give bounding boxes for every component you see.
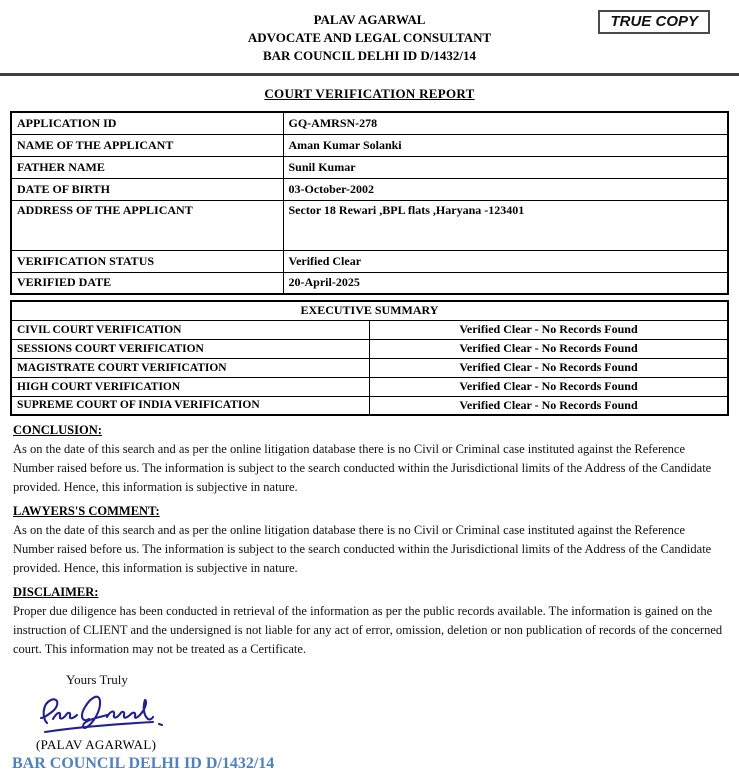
table-row xyxy=(11,358,728,377)
table-header-row xyxy=(11,301,728,320)
cell-value: Verified Clear - No Records Found xyxy=(370,320,729,339)
disclaimer-heading: DISCLAIMER: xyxy=(13,585,99,599)
advocate-name: PALAV AGARWAL xyxy=(313,12,426,27)
true-copy-stamp: TRUE COPY xyxy=(598,10,710,34)
closing-line: Yours Truly xyxy=(66,672,128,687)
lawyers-comment-heading: LAWYERS'S COMMENT: xyxy=(13,504,160,518)
report-title-wrap xyxy=(0,85,739,103)
cell-label: SESSIONS COURT VERIFICATION xyxy=(11,339,370,358)
cell-value: Aman Kumar Solanki xyxy=(283,134,728,156)
cell-value: 03-October-2002 xyxy=(283,178,728,200)
table-row xyxy=(11,200,728,250)
cell-label: CIVIL COURT VERIFICATION xyxy=(11,320,370,339)
cell-label: APPLICATION ID xyxy=(11,112,283,134)
cell-label: ADDRESS OF THE APPLICANT xyxy=(11,200,283,250)
cell-label: HIGH COURT VERIFICATION xyxy=(11,377,370,396)
letterhead-divider xyxy=(0,73,739,76)
cell-label: NAME OF THE APPLICANT xyxy=(11,134,283,156)
applicant-details-table xyxy=(10,111,729,295)
section-disclaimer xyxy=(13,583,723,659)
cell-label: VERIFIED DATE xyxy=(11,272,283,294)
handwritten-signature-icon xyxy=(33,690,183,736)
table-row xyxy=(11,134,728,156)
cell-value: Verified Clear - No Records Found xyxy=(370,358,729,377)
table-row xyxy=(11,339,728,358)
section-conclusion xyxy=(13,421,723,497)
table-row xyxy=(11,320,728,339)
cell-label: VERIFICATION STATUS xyxy=(11,250,283,272)
lawyers-comment-body: As on the date of this search and as per the online litigation database there is no Civil or Criminal case instituted against the Reference Number raised before us. The information is subject to the search conducted within the Jurisdictional limits of the Address of the Candidate provided. Hence, this information is subjective in nature. xyxy=(13,523,712,575)
cell-label: FATHER NAME xyxy=(11,156,283,178)
cell-label: DATE OF BIRTH xyxy=(11,178,283,200)
cell-value: Sector 18 Rewari ,BPL flats ,Haryana -123401 xyxy=(283,200,728,250)
disclaimer-body: Proper due diligence has been conducted in retrieval of the information as per the public records available. The information is gained on the instruction of CLIENT and the undersigned is not liable for any act of error, omission, deletion or non publication of records of the concerned court. This information may not be treated as a Certificate. xyxy=(13,604,723,656)
signer-name: (PALAV AGARWAL) xyxy=(36,737,157,752)
cell-label: MAGISTRATE COURT VERIFICATION xyxy=(11,358,370,377)
cell-value: GQ-AMRSN-278 xyxy=(283,112,728,134)
advocate-role: ADVOCATE AND LEGAL CONSULTANT xyxy=(247,30,492,45)
cell-value: Verified Clear - No Records Found xyxy=(370,396,729,415)
cell-value: Verified Clear - No Records Found xyxy=(370,377,729,396)
advocate-bar-id: BAR COUNCIL DELHI ID D/1432/14 xyxy=(262,48,477,63)
table-row xyxy=(11,156,728,178)
cell-value: Verified Clear - No Records Found xyxy=(370,339,729,358)
cell-value: 20-April-2025 xyxy=(283,272,728,294)
section-lawyers-comment xyxy=(13,502,723,578)
table-row xyxy=(11,377,728,396)
cell-value: Sunil Kumar xyxy=(283,156,728,178)
conclusion-heading: CONCLUSION: xyxy=(13,423,102,437)
executive-summary-table xyxy=(10,300,729,416)
conclusion-body: As on the date of this search and as per the online litigation database there is no Civil or Criminal case instituted against the Reference Number raised before us. The information is subject to the search conducted within the Jurisdictional limits of the Address of the Candidate provided. Hence, this information is subjective in nature. xyxy=(13,442,712,494)
cell-label: SUPREME COURT OF INDIA VERIFICATION xyxy=(11,396,370,415)
cell-value: Verified Clear xyxy=(283,250,728,272)
table-row xyxy=(11,272,728,294)
signature-image xyxy=(33,690,739,736)
report-title: COURT VERIFICATION REPORT xyxy=(264,86,475,101)
table-row xyxy=(11,250,728,272)
summary-table-title: EXECUTIVE SUMMARY xyxy=(11,301,728,320)
signer-bar-id: BAR COUNCIL DELHI ID D/1432/14 xyxy=(12,755,275,772)
table-row xyxy=(11,396,728,415)
table-row xyxy=(11,112,728,134)
table-row xyxy=(11,178,728,200)
